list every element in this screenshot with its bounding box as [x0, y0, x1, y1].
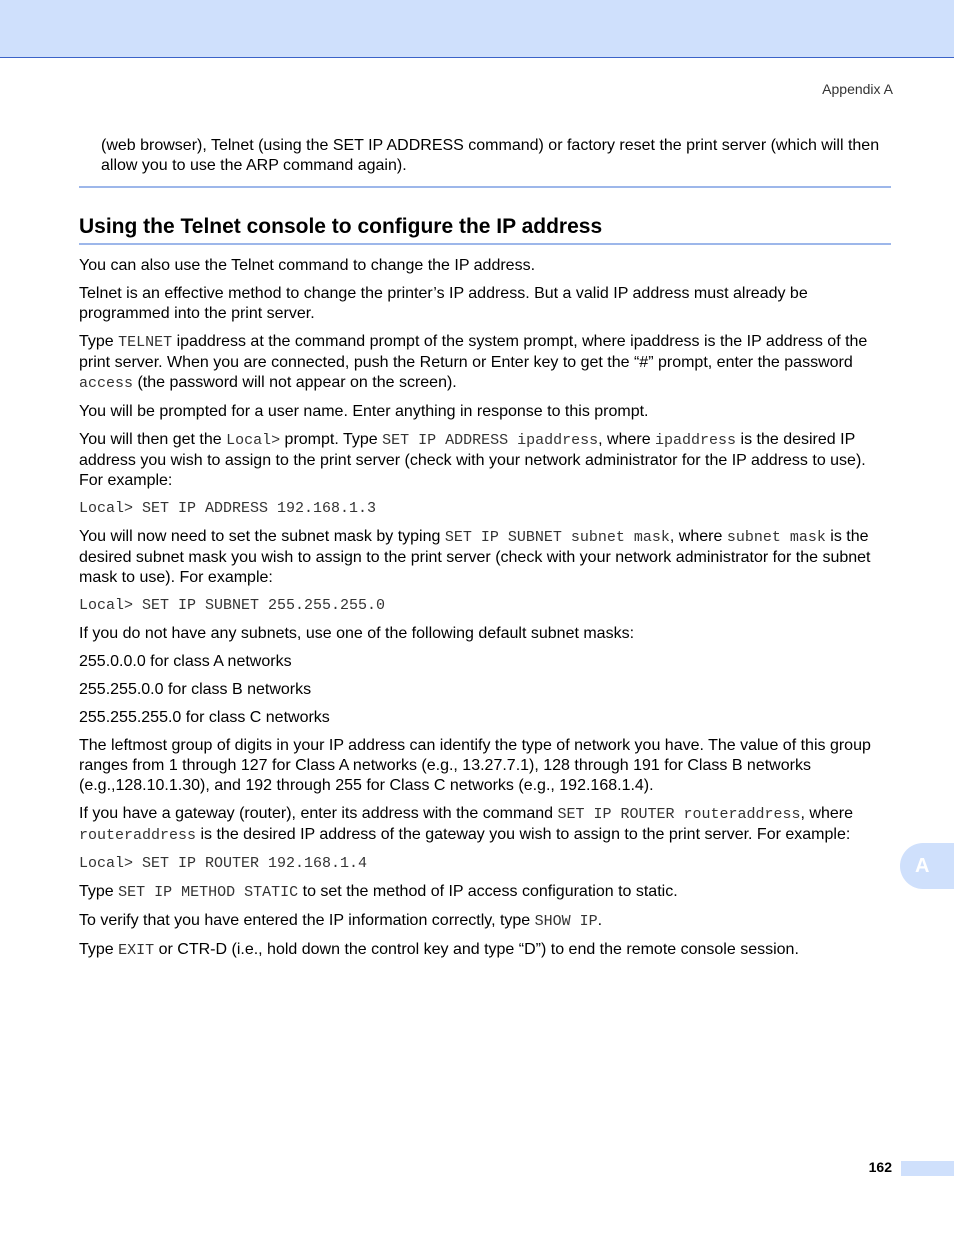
code-example-subnet: Local> SET IP SUBNET 255.255.255.0	[79, 597, 386, 614]
appendix-tab: A	[900, 843, 954, 889]
inline-code: SET IP ROUTER routeraddress	[557, 806, 801, 823]
page-content	[79, 136, 891, 961]
inline-code: SHOW IP	[534, 913, 598, 930]
mask-class-a: 255.0.0.0 for class A networks	[79, 653, 292, 670]
inline-code: Local>	[226, 432, 281, 449]
paragraph-default-masks: If you do not have any subnets, use one of the following default subnet masks:	[79, 625, 635, 642]
paragraph-local-prompt: You will then get the Local> prompt. Type SET IP ADDRESS ipaddress, where ipaddress is the desired IP address you wish to assign to the print server (check with your network administrator for the IP address to use). For example:	[79, 431, 866, 489]
section-divider	[79, 186, 891, 188]
inline-code: access	[79, 375, 134, 392]
inline-code: SET IP SUBNET subnet mask	[444, 529, 670, 546]
mask-class-b: 255.255.0.0 for class B networks	[79, 681, 312, 698]
code-example-router: Local> SET IP ROUTER 192.168.1.4	[79, 855, 368, 872]
intro-continuation: (web browser), Telnet (using the SET IP ADDRESS command) or factory reset the print server (which will then allow you to use the ARP command again).	[101, 137, 880, 174]
page-number-bar	[901, 1161, 954, 1176]
paragraph-exit: Type EXIT or CTR-D (i.e., hold down the control key and type “D”) to end the remote console session.	[79, 941, 799, 959]
inline-code: ipaddress	[655, 432, 737, 449]
paragraph-method-static: Type SET IP METHOD STATIC to set the method of IP access configuration to static.	[79, 883, 678, 901]
inline-code: TELNET	[118, 334, 173, 351]
paragraph-telnet-intro: You can also use the Telnet command to change the IP address.	[79, 257, 536, 274]
paragraph-type-telnet: Type TELNET ipaddress at the command prompt of the system prompt, where ipaddress is the IP address of the print server. When you are connected, push the Return or Enter key to get the “#” prompt, enter the password access (the password will not appear on the screen).	[79, 333, 868, 392]
inline-code: SET IP ADDRESS ipaddress	[382, 432, 599, 449]
paragraph-user-name: You will be prompted for a user name. Enter anything in response to this prompt.	[79, 403, 649, 420]
running-head: Appendix A	[822, 81, 893, 97]
inline-code: SET IP METHOD STATIC	[118, 884, 299, 901]
inline-code: EXIT	[118, 942, 155, 959]
paragraph-telnet-effective: Telnet is an effective method to change the printer’s IP address. But a valid IP address must already be programmed into the print server.	[79, 285, 808, 322]
section-title: Using the Telnet console to configure the IP address	[79, 214, 891, 245]
code-example-address: Local> SET IP ADDRESS 192.168.1.3	[79, 500, 377, 517]
paragraph-network-class: The leftmost group of digits in your IP address can identify the type of network you have. The value of this group ranges from 1 through 127 for Class A networks (e.g., 13.27.7.1), 128 through 191 for Class B networks (e.g.,128.10.1.30), and 192 through 255 for Class C networks (e.g., 192.168.1.4).	[79, 737, 871, 794]
page-number: 162	[868, 1159, 892, 1175]
paragraph-gateway: If you have a gateway (router), enter its address with the command SET IP ROUTER routeraddress, where routeraddress is the desired IP address of the gateway you wish to assign to the print server. For example:	[79, 805, 853, 844]
paragraph-show-ip: To verify that you have entered the IP information correctly, type SHOW IP.	[79, 912, 603, 930]
paragraph-subnet: You will now need to set the subnet mask by typing SET IP SUBNET subnet mask, where subnet mask is the desired subnet mask you wish to assign to the print server (check with your network administrator for the subnet mask to use). For example:	[79, 528, 871, 586]
header-band	[0, 0, 954, 58]
inline-code: routeraddress	[79, 827, 197, 844]
mask-class-c: 255.255.255.0 for class C networks	[79, 709, 330, 726]
inline-code: subnet mask	[726, 529, 826, 546]
